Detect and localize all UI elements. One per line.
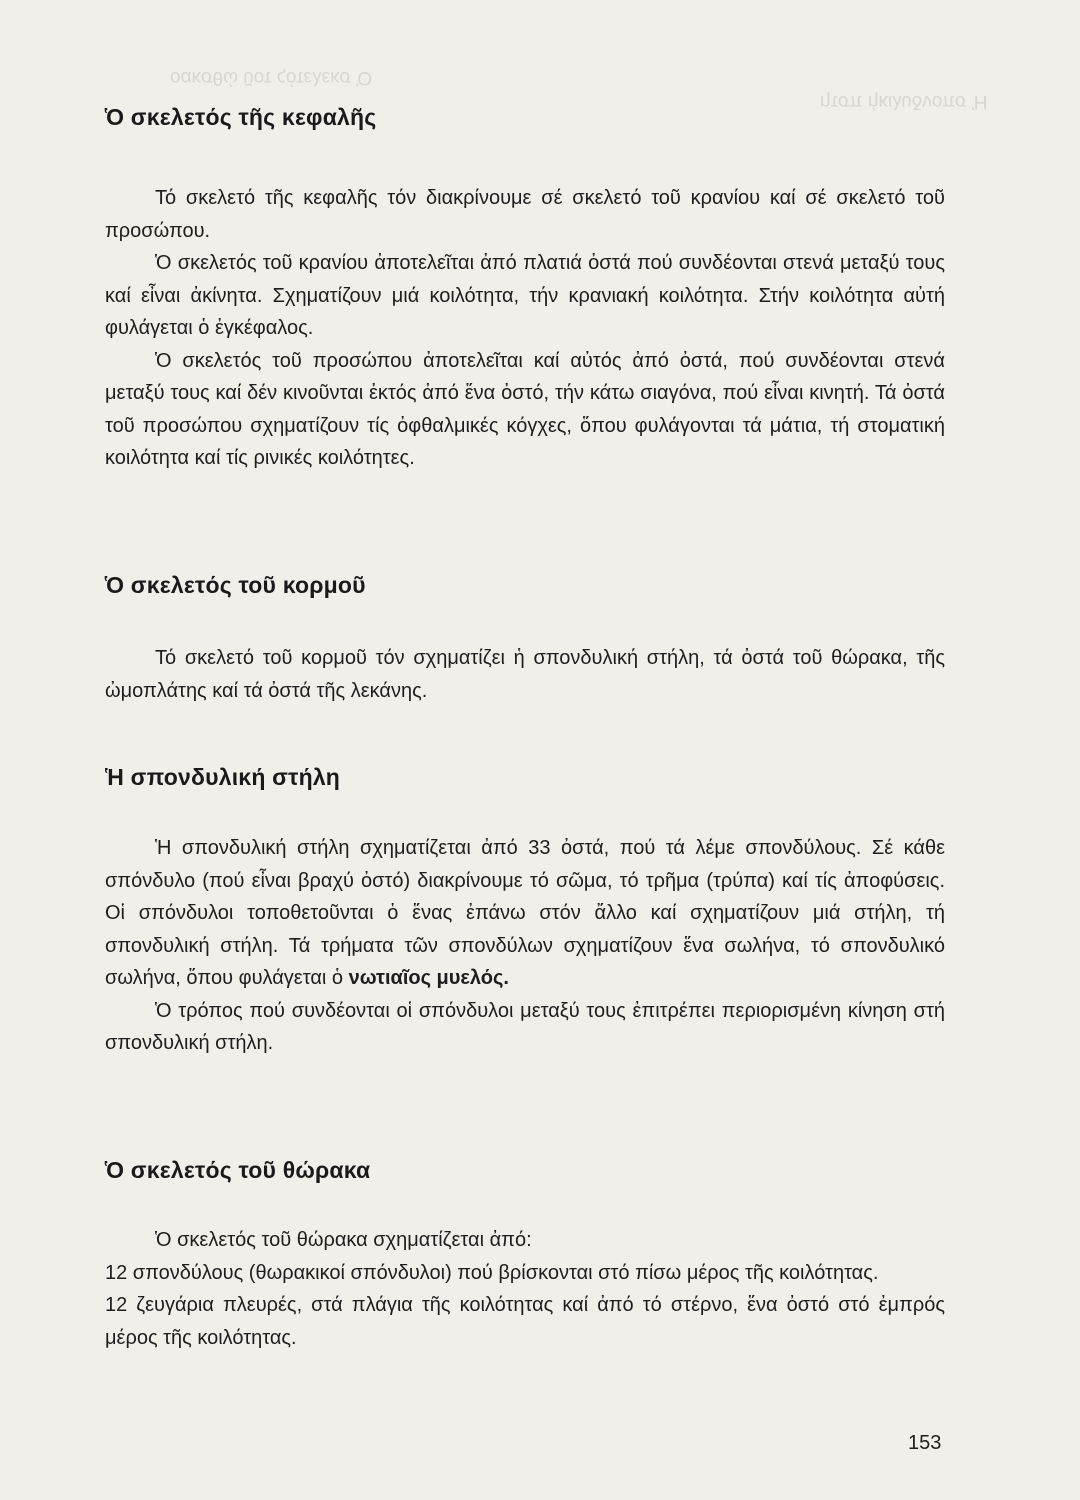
paragraph: 12 σπονδύλους (θωρακικοί σπόνδυλοι) πού βρίσκονται στό πίσω μέρος τῆς κοιλότητας. — [105, 1261, 879, 1284]
paragraph: Τό σκελετό τοῦ κορμοῦ τόν σχηματίζει ἡ σπονδυλική στήλη, τά ὀστά τοῦ θώρακα, τῆς ὠμοπλάτης καί τά ὀστά τῆς λεκάνης. — [105, 647, 945, 702]
bleed-through-text: οακσθώ ῦοτ ςότελεκσ Ὁ — [170, 67, 373, 88]
section-skull-body — [105, 182, 945, 475]
paragraph: Ὁ σκελετός τοῦ θώρακα σχηματίζεται ἀπό: — [155, 1229, 532, 1251]
bleed-through-text: ητσπ ήκιλυδνοπσ Ἡ — [820, 91, 988, 112]
paragraph: 12 ζευγάρια πλευρές, στά πλάγια τῆς κοιλότητας καί ἀπό τό στέρνο, ἕνα ὀστό στό ἐμπρός μέρος τῆς κοιλότητας. — [105, 1294, 945, 1349]
heading-spine: Ἡ σπονδυλική στήλη — [105, 764, 341, 790]
paragraph: Τό σκελετό τῆς κεφαλῆς τόν διακρίνουμε σέ σκελετό τοῦ κρανίου καί σέ σκελετό τοῦ προσώπου. — [105, 187, 945, 242]
bold-term-spinal-cord: νωτιαῖος μυελός. — [348, 967, 509, 989]
heading-trunk: Ὁ σκελετός τοῦ κορμοῦ — [105, 572, 366, 598]
section-thorax-body — [105, 1224, 945, 1354]
paragraph-text: Ἡ σπονδυλική στήλη σχηματίζεται ἀπό 33 ὀστά, πού τά λέμε σπονδύλους. Σέ κάθε σπόνδυλο (πού εἶναι βραχύ ὀστό) διακρίνουμε τό σῶμα, τό τρῆμα (τρύπα) καί τίς ἀποφύσεις. Οἱ σπόνδυλοι τοποθετοῦνται ὁ ἕνας ἐπάνω στόν ἄλλο καί σχηματίζουν μιά στήλη, τή σπονδυλική στήλη. Τά τρήματα τῶν σπονδύλων σχηματίζουν ἕνα σωλήνα, τό σπονδυλικό σωλήνα, ὅπου φυλάγεται ὁ — [105, 837, 945, 989]
section-spine-body — [105, 832, 945, 1060]
page-number: 153 — [908, 1432, 942, 1454]
heading-thorax: Ὁ σκελετός τοῦ θώρακα — [105, 1157, 371, 1183]
paragraph: Ὁ τρόπος πού συνδέονται οἱ σπόνδυλοι μεταξύ τους ἐπιτρέπει περιορισμένη κίνηση στή σπονδυλική στήλη. — [105, 999, 945, 1054]
paragraph: Ὁ σκελετός τοῦ προσώπου ἀποτελεῖται καί αὐτός ἀπό ὀστά, πού συνδέονται στενά μεταξύ τους καί δέν κινοῦνται ἐκτός ἀπό ἕνα ὀστό, τήν κάτω σιαγόνα, πού εἶναι κινητή. Τά ὀστά τοῦ προσώπου σχηματίζουν τίς ὀφθαλμικές κόγχες, ὅπου φυλάγονται τά μάτια, τή στοματική κοιλότητα καί τίς ρινικές κοιλότητες. — [105, 349, 945, 469]
section-trunk-body — [105, 642, 945, 707]
paragraph: Ὁ σκελετός τοῦ κρανίου ἀποτελεῖται ἀπό πλατιά ὀστά πού συνδέονται στενά μεταξύ τους καί εἶναι ἀκίνητα. Σχηματίζουν μιά κοιλότητα, τήν κρανιακή κοιλότητα. Στήν κοιλότητα αὐτή φυλάγεται ὁ ἐγκέφαλος. — [105, 252, 945, 339]
paragraph — [105, 832, 945, 995]
heading-skull: Ὁ σκελετός τῆς κεφαλῆς — [105, 104, 377, 130]
